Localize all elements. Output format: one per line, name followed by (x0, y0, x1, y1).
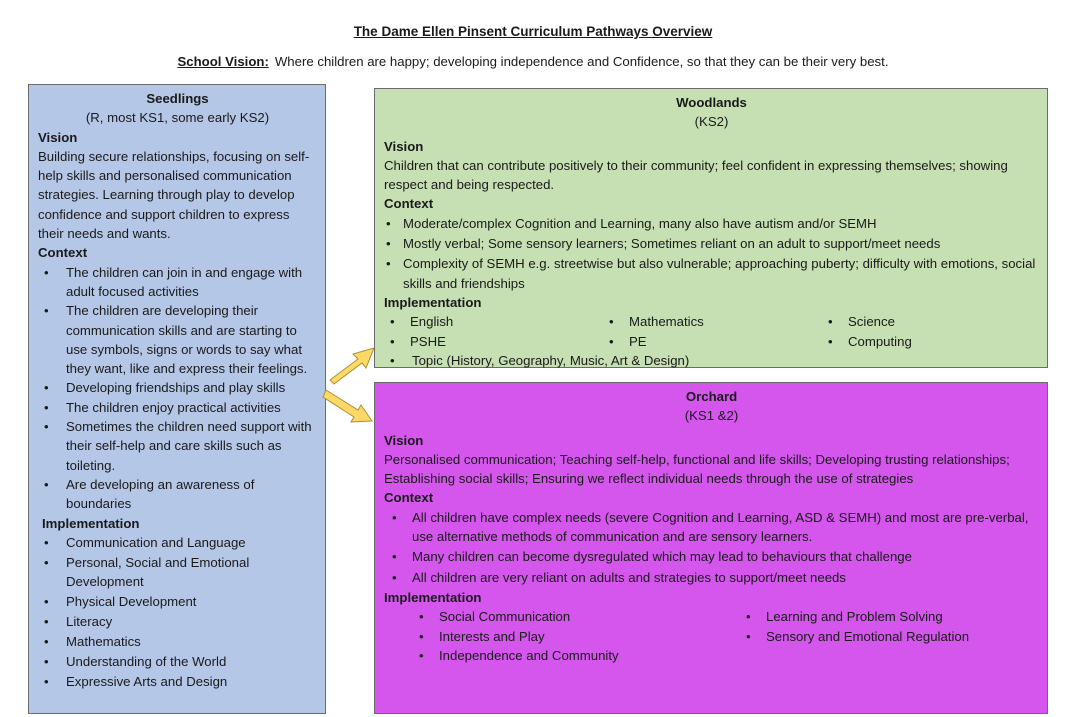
woodlands-implementation-grid (384, 312, 1039, 372)
orchard-title: Orchard (685, 389, 738, 404)
list-item: • Social Communication (439, 607, 619, 626)
seedlings-title: Seedlings (146, 91, 209, 106)
list-item: • Literacy (66, 612, 317, 631)
school-vision (0, 52, 1066, 71)
page-title: The Dame Ellen Pinsent Curriculum Pathways Overview (353, 24, 713, 39)
woodlands-vision-heading: Vision (384, 138, 424, 154)
seedlings-panel (28, 84, 326, 714)
list-item: • Sometimes the children need support with their self-help and care skills such as toileting. (66, 417, 317, 475)
list-item: • Mostly verbal; Some sensory learners; Sometimes reliant on an adult to support/meet needs (403, 234, 1039, 253)
list-item: • Sensory and Emotional Regulation (766, 627, 969, 646)
woodlands-implementation-col3 (848, 312, 912, 351)
list-item: • All children are very reliant on adults and strategies to support/meet needs (412, 568, 1039, 587)
orchard-implementation-heading: Implementation (384, 589, 482, 605)
orchard-implementation-col1 (439, 607, 619, 665)
list-item: • Physical Development (66, 592, 317, 611)
seedlings-vision-heading: Vision (38, 129, 78, 145)
woodlands-panel (374, 88, 1048, 368)
list-item: • Mathematics (66, 632, 317, 651)
seedlings-implementation-heading: Implementation (42, 515, 140, 531)
list-item: • English (410, 312, 750, 331)
list-item: • PSHE (410, 332, 750, 351)
list-item: • Many children can become dysregulated which may lead to behaviours that challenge (412, 547, 1039, 566)
seedlings-implementation-list (38, 533, 317, 692)
orchard-implementation-col2 (766, 607, 969, 646)
list-item: • PE (629, 332, 704, 351)
orchard-subtitle: (KS1 &2) (684, 408, 739, 424)
arrow-to-orchard (322, 384, 382, 432)
seedlings-vision-text: Building secure relationships, focusing on self-help skills and personalised communication strategies. Learning through play to develop confidence and support children to express their needs and wants. (38, 148, 310, 242)
list-item: • All children have complex needs (severe Cognition and Learning, ASD & SEMH) and most are pre-verbal, use alternative methods of communication and are sensory learners. (412, 508, 1039, 547)
list-item: • The children are developing their communication skills and are starting to use symbols, signs or words to say what they want, like and express their feelings. (66, 301, 317, 378)
woodlands-subtitle: (KS2) (694, 114, 729, 130)
orchard-implementation-grid (384, 607, 1039, 667)
woodlands-title: Woodlands (676, 95, 747, 110)
orchard-vision-heading: Vision (384, 432, 424, 448)
list-item: • Interests and Play (439, 627, 619, 646)
list-item: • Developing friendships and play skills (66, 378, 317, 397)
list-item: • Mathematics (629, 312, 704, 331)
list-item: • Moderate/complex Cognition and Learning, many also have autism and/or SEMH (403, 214, 1039, 233)
seedlings-context-list (38, 263, 317, 514)
seedlings-context-heading: Context (38, 245, 88, 261)
list-item: • Computing (848, 332, 912, 351)
woodlands-implementation-heading: Implementation (384, 294, 482, 310)
list-item: • Personal, Social and Emotional Development (66, 553, 317, 592)
list-item: • The children enjoy practical activities (66, 398, 317, 417)
school-vision-text: Where children are happy; developing independence and Confidence, so that they can be their very best. (274, 54, 889, 69)
list-item: • Are developing an awareness of boundaries (66, 475, 317, 514)
list-item: • Learning and Problem Solving (766, 607, 969, 626)
woodlands-context-list (384, 214, 1039, 293)
list-item: • Communication and Language (66, 533, 317, 552)
orchard-context-list (384, 508, 1039, 587)
orchard-vision-text: Personalised communication; Teaching self-help, functional and life skills; Developing trusting relationships; Establishing social skills; Ensuring we reflect individual needs through the use of strategies (384, 451, 1010, 487)
list-item: • Expressive Arts and Design (66, 672, 317, 691)
orchard-context-heading: Context (384, 490, 434, 506)
list-item: • Understanding of the World (66, 652, 317, 671)
arrow-to-woodlands (322, 336, 382, 388)
list-item: • Topic (History, Geography, Music, Art & Design) (410, 351, 750, 370)
list-item: • Independence and Community (439, 646, 619, 665)
school-vision-label: School Vision: (177, 54, 269, 69)
list-item: • Science (848, 312, 912, 331)
orchard-panel (374, 382, 1048, 714)
seedlings-subtitle: (R, most KS1, some early KS2) (85, 110, 270, 126)
list-item: • Complexity of SEMH e.g. streetwise but also vulnerable; approaching puberty; difficulty with emotions, social skills and friendships (403, 254, 1039, 293)
woodlands-context-heading: Context (384, 196, 434, 212)
list-item: • The children can join in and engage with adult focused activities (66, 263, 317, 302)
woodlands-vision-text: Children that can contribute positively to their community; feel confident in expressing themselves; showing respect and being respected. (384, 157, 1008, 193)
woodlands-implementation-col2 (629, 312, 704, 351)
